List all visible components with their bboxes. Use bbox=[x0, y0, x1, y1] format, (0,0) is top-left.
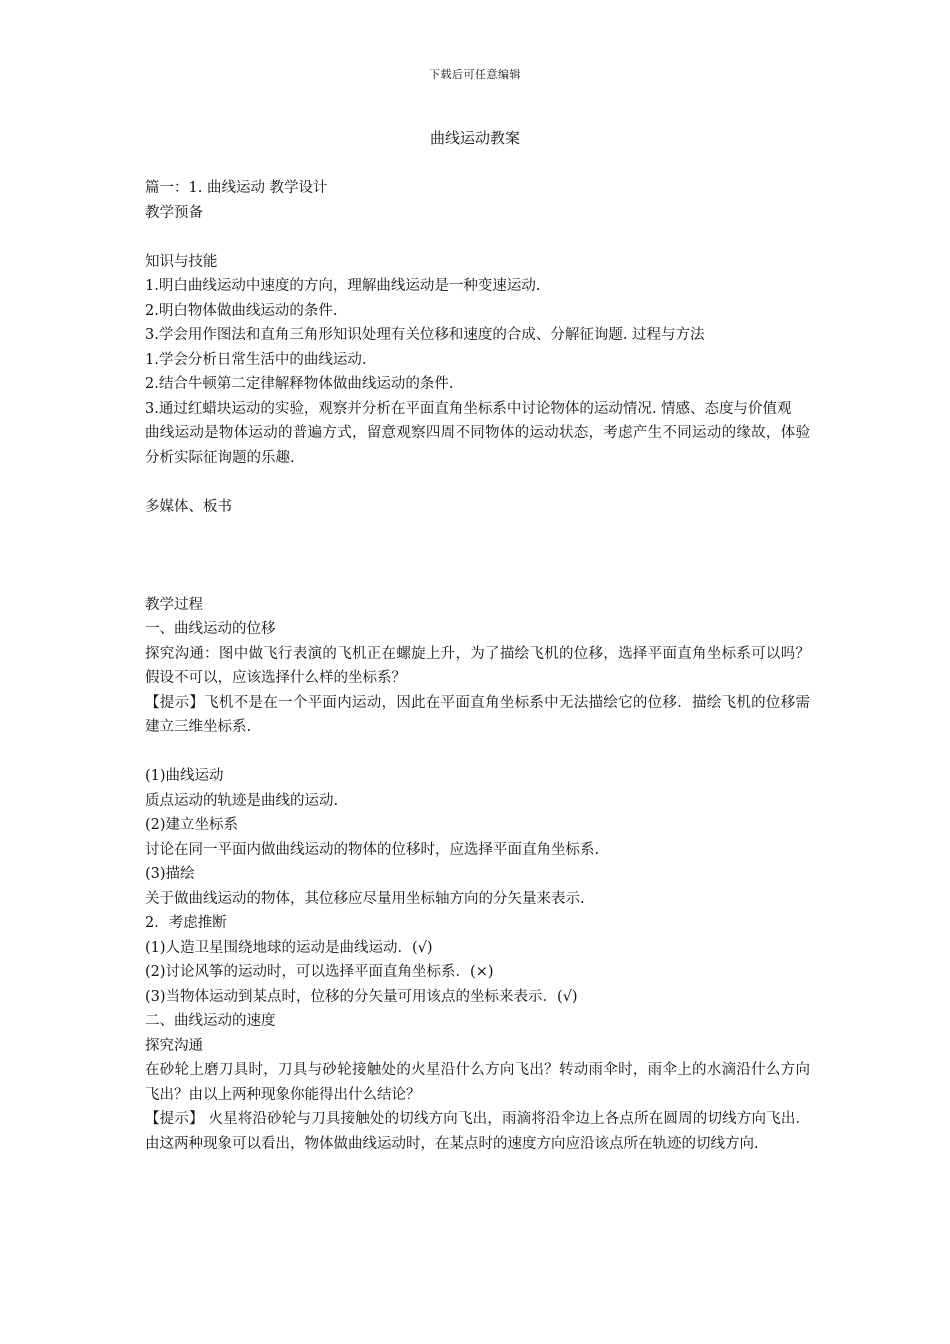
paragraph: 【提示】 火星将沿砂轮与刀具接触处的切线方向飞出，雨滴将沿伞边上各点所在圆周的切线方向飞出．由这两种现象可以看出，物体做曲线运动时，在某点时的速度方向应沿该点所在轨迹的切线方向. bbox=[145, 1111, 810, 1152]
paragraph: 曲线运动是物体运动的普遍方式，留意观察四周不同物体的运动状态，考虑产生不同运动的缘故，体验分析实际征询题的乐趣. bbox=[145, 425, 810, 466]
document-body bbox=[145, 176, 810, 1156]
text-line: 3.学会用作图法和直角三角形知识处理有关位移和速度的合成、分解征询题. 过程与方法 bbox=[145, 327, 705, 343]
subheading: 知识与技能 bbox=[145, 253, 218, 270]
section-heading: 篇一：1. 曲线运动 教学设计 bbox=[145, 180, 328, 196]
document-title: 曲线运动教案 bbox=[429, 129, 520, 147]
subheading: 探究沟通 bbox=[145, 1037, 203, 1054]
text-line: 1.学会分析日常生活中的曲线运动. bbox=[145, 351, 367, 368]
text-line: (2)讨论风筝的运动时，可以选择平面直角坐标系．(×) bbox=[145, 964, 494, 980]
paragraph: 在砂轮上磨刀具时，刀具与砂轮接触处的火星沿什么方向飞出？转动雨伞时，雨伞上的水滴沿什么方向飞出？由以上两种现象你能得出什么结论？ bbox=[145, 1062, 810, 1103]
text-line: 2．考虑推断 bbox=[145, 915, 227, 931]
paragraph: 3.通过红蜡块运动的实验，观察并分析在平面直角坐标系中讨论物体的运动情况. 情感、态度与价值观 bbox=[145, 400, 792, 417]
text-line: (1)曲线运动 bbox=[145, 768, 224, 784]
text-line: 讨论在同一平面内做曲线运动的物体的位移时，应选择平面直角坐标系. bbox=[145, 841, 600, 858]
blank-line bbox=[145, 470, 810, 495]
subheading: 二、曲线运动的速度 bbox=[145, 1013, 276, 1029]
paragraph: 【提示】飞机不是在一个平面内运动，因此在平面直角坐标系中无法描绘它的位移．描绘飞机的位移需建立三维坐标系. bbox=[145, 694, 810, 735]
text-line: 多媒体、板书 bbox=[145, 498, 232, 515]
blank-line bbox=[145, 519, 810, 568]
text-line: (3)描绘 bbox=[145, 866, 195, 882]
paragraph: 探究沟通：图中做飞行表演的飞机正在螺旋上升，为了描绘飞机的位移，选择平面直角坐标系可以吗？假设不可以，应该选择什么样的坐标系？ bbox=[145, 645, 810, 686]
blank-line bbox=[145, 568, 810, 593]
subheading: 教学过程 bbox=[145, 596, 203, 613]
text-line: 2.明白物体做曲线运动的条件. bbox=[145, 302, 338, 319]
subheading: 教学预备 bbox=[145, 204, 203, 221]
text-line: (3)当物体运动到某点时，位移的分矢量可用该点的坐标来表示．(√) bbox=[145, 988, 578, 1005]
blank-line bbox=[145, 740, 810, 765]
header-note: 下载后可任意编辑 bbox=[429, 68, 521, 81]
text-line: 质点运动的轨迹是曲线的运动. bbox=[145, 792, 339, 809]
text-line: 1.明白曲线运动中速度的方向，理解曲线运动是一种变速运动. bbox=[145, 278, 541, 294]
blank-line bbox=[145, 225, 810, 250]
text-line: 关于做曲线运动的物体，其位移应尽量用坐标轴方向的分矢量来表示. bbox=[145, 890, 585, 907]
text-line: 2.结合牛顿第二定律解释物体做曲线运动的条件. bbox=[145, 376, 454, 392]
text-line: (2)建立坐标系 bbox=[145, 817, 239, 833]
text-line: (1)人造卫星围绕地球的运动是曲线运动．(√) bbox=[145, 939, 433, 956]
subheading: 一、曲线运动的位移 bbox=[145, 621, 276, 637]
